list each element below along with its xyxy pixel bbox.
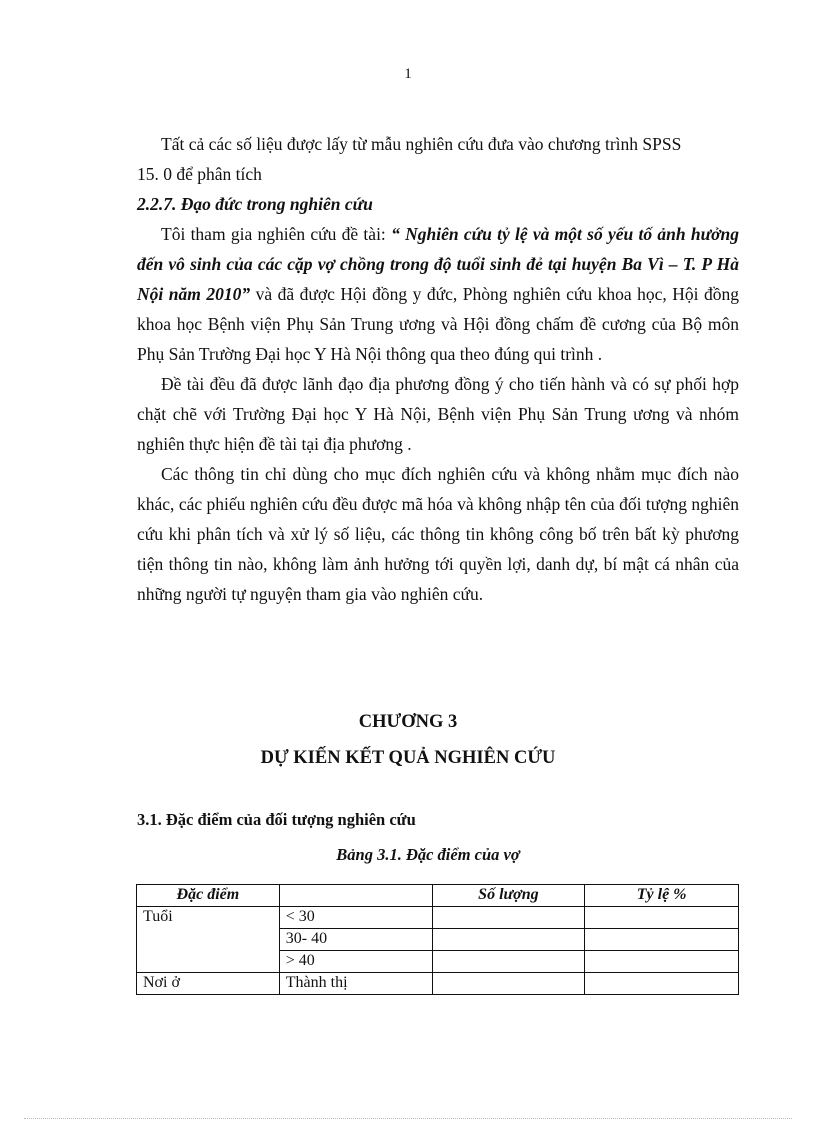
- confidentiality-paragraph: Các thông tin chỉ dùng cho mục đích nghiên cứu và không nhằm mục đích nào khác, các phiếu nghiên cứu đều được mã hóa và không nhập tên của đối tượng nghiên cứu khi phân tích và xử lý số liệu, các thông tin không công bố trên bất kỳ phương tiện thông tin nào, không làm ảnh hưởng tới quyền lợi, danh dự, bí mật cá nhân của những người tự nguyện tham gia vào nghiên cứu.: [137, 464, 739, 604]
- row-count: [432, 973, 585, 995]
- row-subgroup: > 40: [279, 951, 432, 973]
- row-subgroup: Thành thị: [279, 973, 432, 995]
- row-percent: [585, 907, 739, 929]
- row-count: [432, 951, 585, 973]
- header-percent: Tỷ lệ %: [585, 885, 739, 907]
- row-percent: [585, 973, 739, 995]
- row-group-age: Tuổi: [137, 907, 280, 973]
- page-number: 1: [404, 66, 412, 82]
- local-approval-paragraph: Đề tài đều đã được lãnh đạo địa phương đồng ý cho tiến hành và có sự phối hợp chặt chẽ với Trường Đại học Y Hà Nội, Bệnh viện Phụ Sản Trung ương và nhóm nghiên thực hiện đề tài tại địa phương .: [137, 374, 739, 454]
- header-blank: [279, 885, 432, 907]
- wife-characteristics-table: [136, 884, 739, 995]
- header-count: Số lượng: [432, 885, 585, 907]
- ethics-study-title: “ Nghiên cứu tỷ lệ và một số yếu tố ảnh hưởng đến vô sinh của các cặp vợ chồng trong độ tuổi sinh đẻ tại huyện Ba Vì – T. P Hà Nội năm 2010”: [137, 224, 739, 304]
- document-body: [137, 129, 739, 609]
- row-group-residence: Nơi ở: [137, 973, 280, 995]
- table-header-row: [137, 885, 739, 907]
- row-subgroup: 30- 40: [279, 929, 432, 951]
- chapter-title: DỰ KIẾN KẾT QUẢ NGHIÊN CỨU: [260, 748, 556, 768]
- spss-paragraph-line2: 15. 0 để phân tích: [137, 164, 262, 184]
- section-heading-31: 3.1. Đặc điểm của đối tượng nghiên cứu: [137, 810, 416, 829]
- row-percent: [585, 951, 739, 973]
- chapter-number: CHƯƠNG 3: [358, 712, 458, 732]
- table-caption: Bảng 3.1. Đặc điểm của vợ: [336, 845, 520, 864]
- section-heading-ethics: 2.2.7. Đạo đức trong nghiên cứu: [137, 194, 373, 214]
- table-row: [137, 907, 739, 929]
- ethics-paragraph: [137, 219, 739, 369]
- row-count: [432, 929, 585, 951]
- row-percent: [585, 929, 739, 951]
- ethics-intro: Tôi tham gia nghiên cứu đề tài:: [161, 224, 392, 244]
- row-subgroup: < 30: [279, 907, 432, 929]
- table-row: [137, 973, 739, 995]
- header-characteristic: Đặc điểm: [137, 885, 280, 907]
- spss-paragraph-line1: Tất cả các số liệu được lấy từ mẫu nghiên cứu đưa vào chương trình SPSS: [161, 134, 682, 154]
- ethics-approval-text: và đã được Hội đồng y đức, Phòng nghiên cứu khoa học, Hội đồng khoa học Bệnh viện Phụ Sản Trung ương và Hội đồng chấm đề cương của Bộ môn Phụ Sản Trường Đại học Y Hà Nội thông qua theo đúng qui trình .: [137, 284, 739, 364]
- row-count: [432, 907, 585, 929]
- page-bottom-divider: [24, 1118, 792, 1119]
